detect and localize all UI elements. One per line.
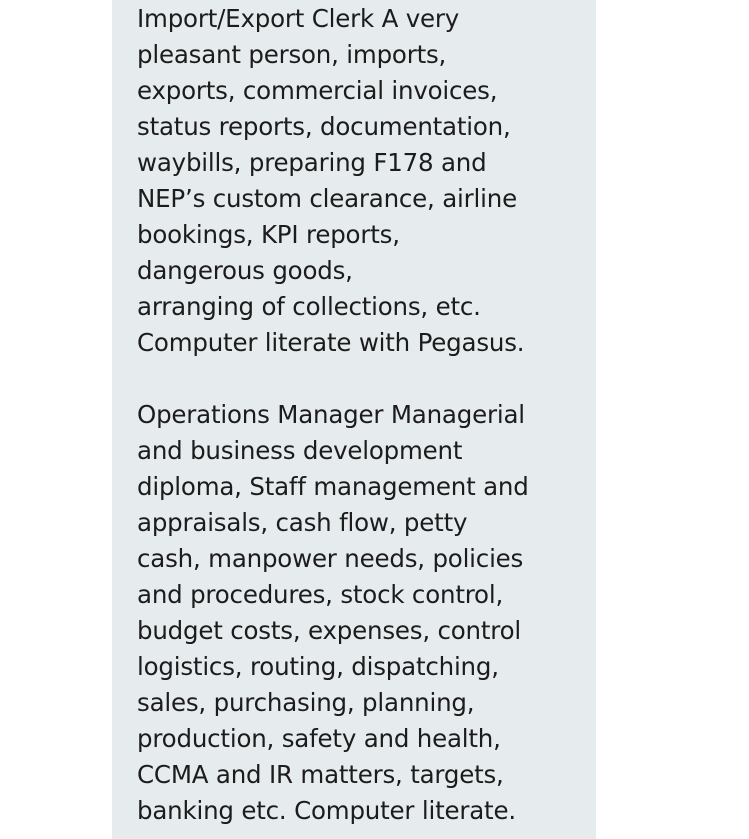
message-line: sales, purchasing, planning,	[137, 688, 475, 717]
message-line: exports, commercial invoices,	[137, 76, 498, 105]
message-line: waybills, preparing F178 and	[137, 148, 487, 177]
message-line: Computer literate with Pegasus.	[137, 328, 525, 357]
message-paragraph-operations-manager	[137, 397, 529, 829]
message-bubble[interactable]	[112, 0, 596, 839]
message-line: banking etc. Computer literate.	[137, 796, 516, 825]
message-line: budget costs, expenses, control	[137, 616, 522, 645]
message-line: logistics, routing, dispatching,	[137, 652, 499, 681]
message-line: appraisals, cash flow, petty	[137, 508, 468, 537]
message-line: and business development	[137, 436, 463, 465]
message-line: Import/Export Clerk A very	[137, 4, 460, 33]
message-line: arranging of collections, etc.	[137, 292, 481, 321]
message-line: Operations Manager Managerial	[137, 400, 525, 429]
message-line: CCMA and IR matters, targets,	[137, 760, 504, 789]
message-line: status reports, documentation,	[137, 112, 511, 141]
message-line: diploma, Staff management and	[137, 472, 529, 501]
message-line: pleasant person, imports,	[137, 40, 447, 69]
message-line: NEP’s custom clearance, airline	[137, 184, 517, 213]
message-line: bookings, KPI reports,	[137, 220, 400, 249]
message-line: production, safety and health,	[137, 724, 501, 753]
message-paragraph-import-export-clerk	[137, 1, 524, 361]
message-line: and procedures, stock control,	[137, 580, 504, 609]
message-line: dangerous goods,	[137, 256, 353, 285]
message-line: cash, manpower needs, policies	[137, 544, 524, 573]
